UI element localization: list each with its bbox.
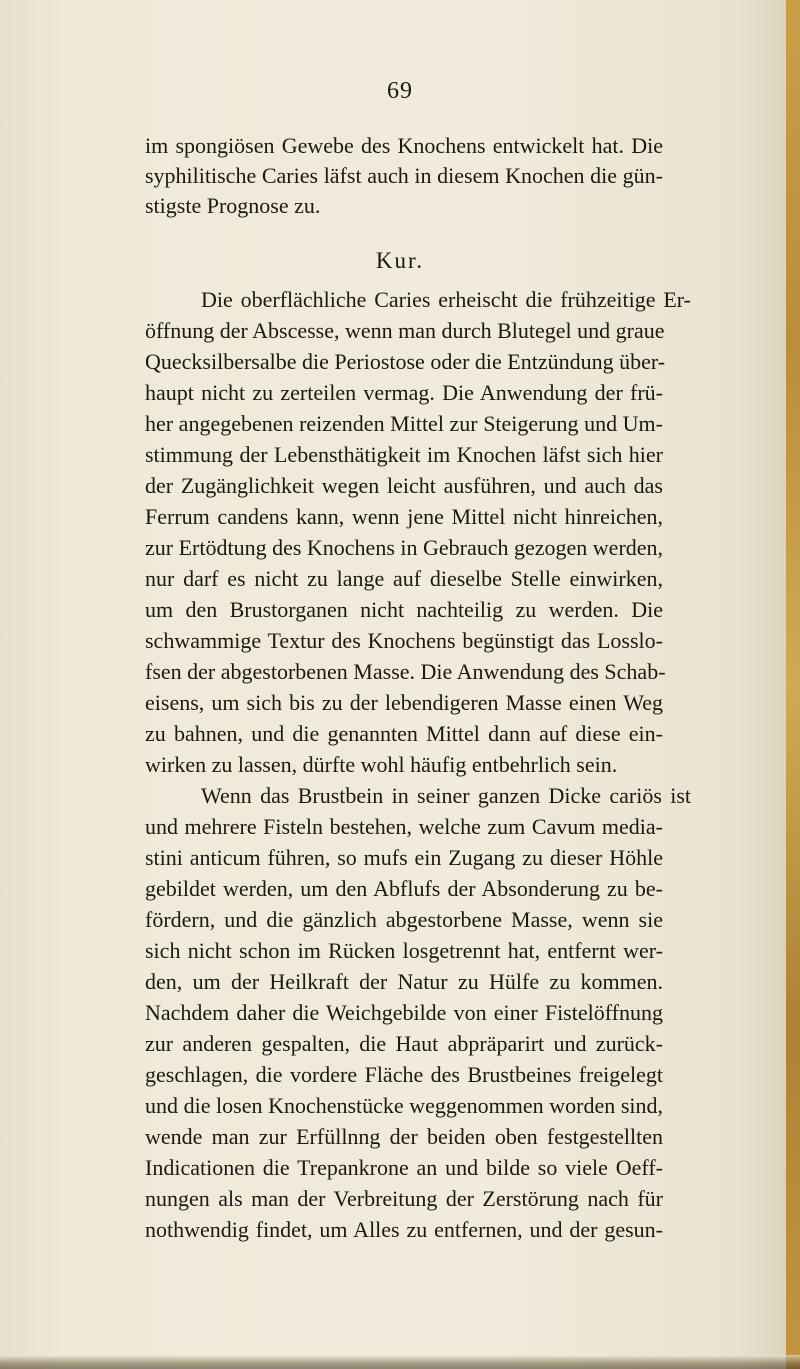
text-line: zu bahnen, und die genannten Mittel dann auf diese ein- bbox=[145, 721, 663, 746]
page-edge bbox=[786, 0, 800, 1369]
text-line: und mehrere Fisteln bestehen, welche zum Cavum media- bbox=[145, 814, 663, 839]
text-line: um den Brustorganen nicht nachteilig zu werden. Die bbox=[145, 597, 663, 622]
text-line: eisens, um sich bis zu der lebendigeren Masse einen Weg bbox=[145, 690, 663, 715]
text-line: stigste Prognose zu. bbox=[145, 193, 321, 218]
section-heading: Kur. bbox=[375, 248, 425, 273]
text-line: zur anderen gespalten, die Haut abpräparirt und zurück- bbox=[145, 1031, 663, 1056]
text-line: her angegebenen reizenden Mittel zur Steigerung und Um- bbox=[145, 411, 663, 436]
text-line: syphilitische Caries läfst auch in diesem Knochen die gün- bbox=[145, 163, 663, 188]
text-line: wende man zur Erfüllnng der beiden oben festgestellten bbox=[145, 1124, 663, 1149]
text-line: haupt nicht zu zerteilen vermag. Die Anwendung der frü- bbox=[145, 380, 663, 405]
text-line: stimmung der Lebensthätigkeit im Knochen läfst sich hier bbox=[145, 442, 663, 467]
text-line: geschlagen, die vordere Fläche des Brustbeines freigelegt bbox=[145, 1062, 663, 1087]
page-number: 69 bbox=[387, 78, 413, 104]
text-line: nungen als man der Verbreitung der Zerstörung nach für bbox=[145, 1186, 663, 1211]
text-line: öffnung der Abscesse, wenn man durch Blutegel und graue bbox=[145, 318, 665, 343]
text-line: fördern, und die gänzlich abgestorbene Masse, wenn sie bbox=[145, 907, 663, 932]
text-line: und die losen Knochenstücke weggenommen worden sind, bbox=[145, 1093, 663, 1118]
text-line: sich nicht schon im Rücken losgetrennt hat, entfernt wer- bbox=[145, 938, 663, 963]
page-bottom-shadow bbox=[0, 1355, 800, 1369]
text-line: Indicationen die Trepankrone an und bilde so viele Oeff- bbox=[145, 1155, 663, 1180]
text-line: Quecksilbersalbe die Periostose oder die Entzündung über- bbox=[145, 349, 666, 374]
text-line: Nachdem daher die Weichgebilde von einer Fistelöffnung bbox=[145, 1000, 663, 1025]
text-line: schwammige Textur des Knochens begünstigt das Losslo- bbox=[145, 628, 663, 653]
text-line: im spongiösen Gewebe des Knochens entwickelt hat. Die bbox=[145, 133, 663, 158]
text-line: stini anticum führen, so mufs ein Zugang zu dieser Höhle bbox=[145, 845, 663, 870]
text-line: wirken zu lassen, dürfte wohl häufig entbehrlich sein. bbox=[145, 752, 618, 777]
text-line: fsen der abgestorbenen Masse. Die Anwendung des Schab- bbox=[145, 659, 666, 684]
text-line: nur darf es nicht zu lange auf dieselbe Stelle einwirken, bbox=[145, 566, 663, 591]
text-line: gebildet werden, um den Abflufs der Absonderung zu be- bbox=[145, 876, 663, 901]
text-line: Ferrum candens kann, wenn jene Mittel nicht hinreichen, bbox=[145, 504, 663, 529]
text-line: zur Ertödtung des Knochens in Gebrauch gezogen werden, bbox=[145, 535, 664, 560]
text-line: Die oberflächliche Caries erheischt die frühzeitige Er- bbox=[201, 287, 691, 312]
text-line: Wenn das Brustbein in seiner ganzen Dicke cariös ist bbox=[201, 783, 691, 808]
text-line: der Zugänglichkeit wegen leicht ausführen, und auch das bbox=[145, 473, 663, 498]
text-line: nothwendig findet, um Alles zu entfernen, und der gesun- bbox=[145, 1217, 663, 1242]
text-line: den, um der Heilkraft der Natur zu Hülfe zu kommen. bbox=[145, 969, 663, 994]
